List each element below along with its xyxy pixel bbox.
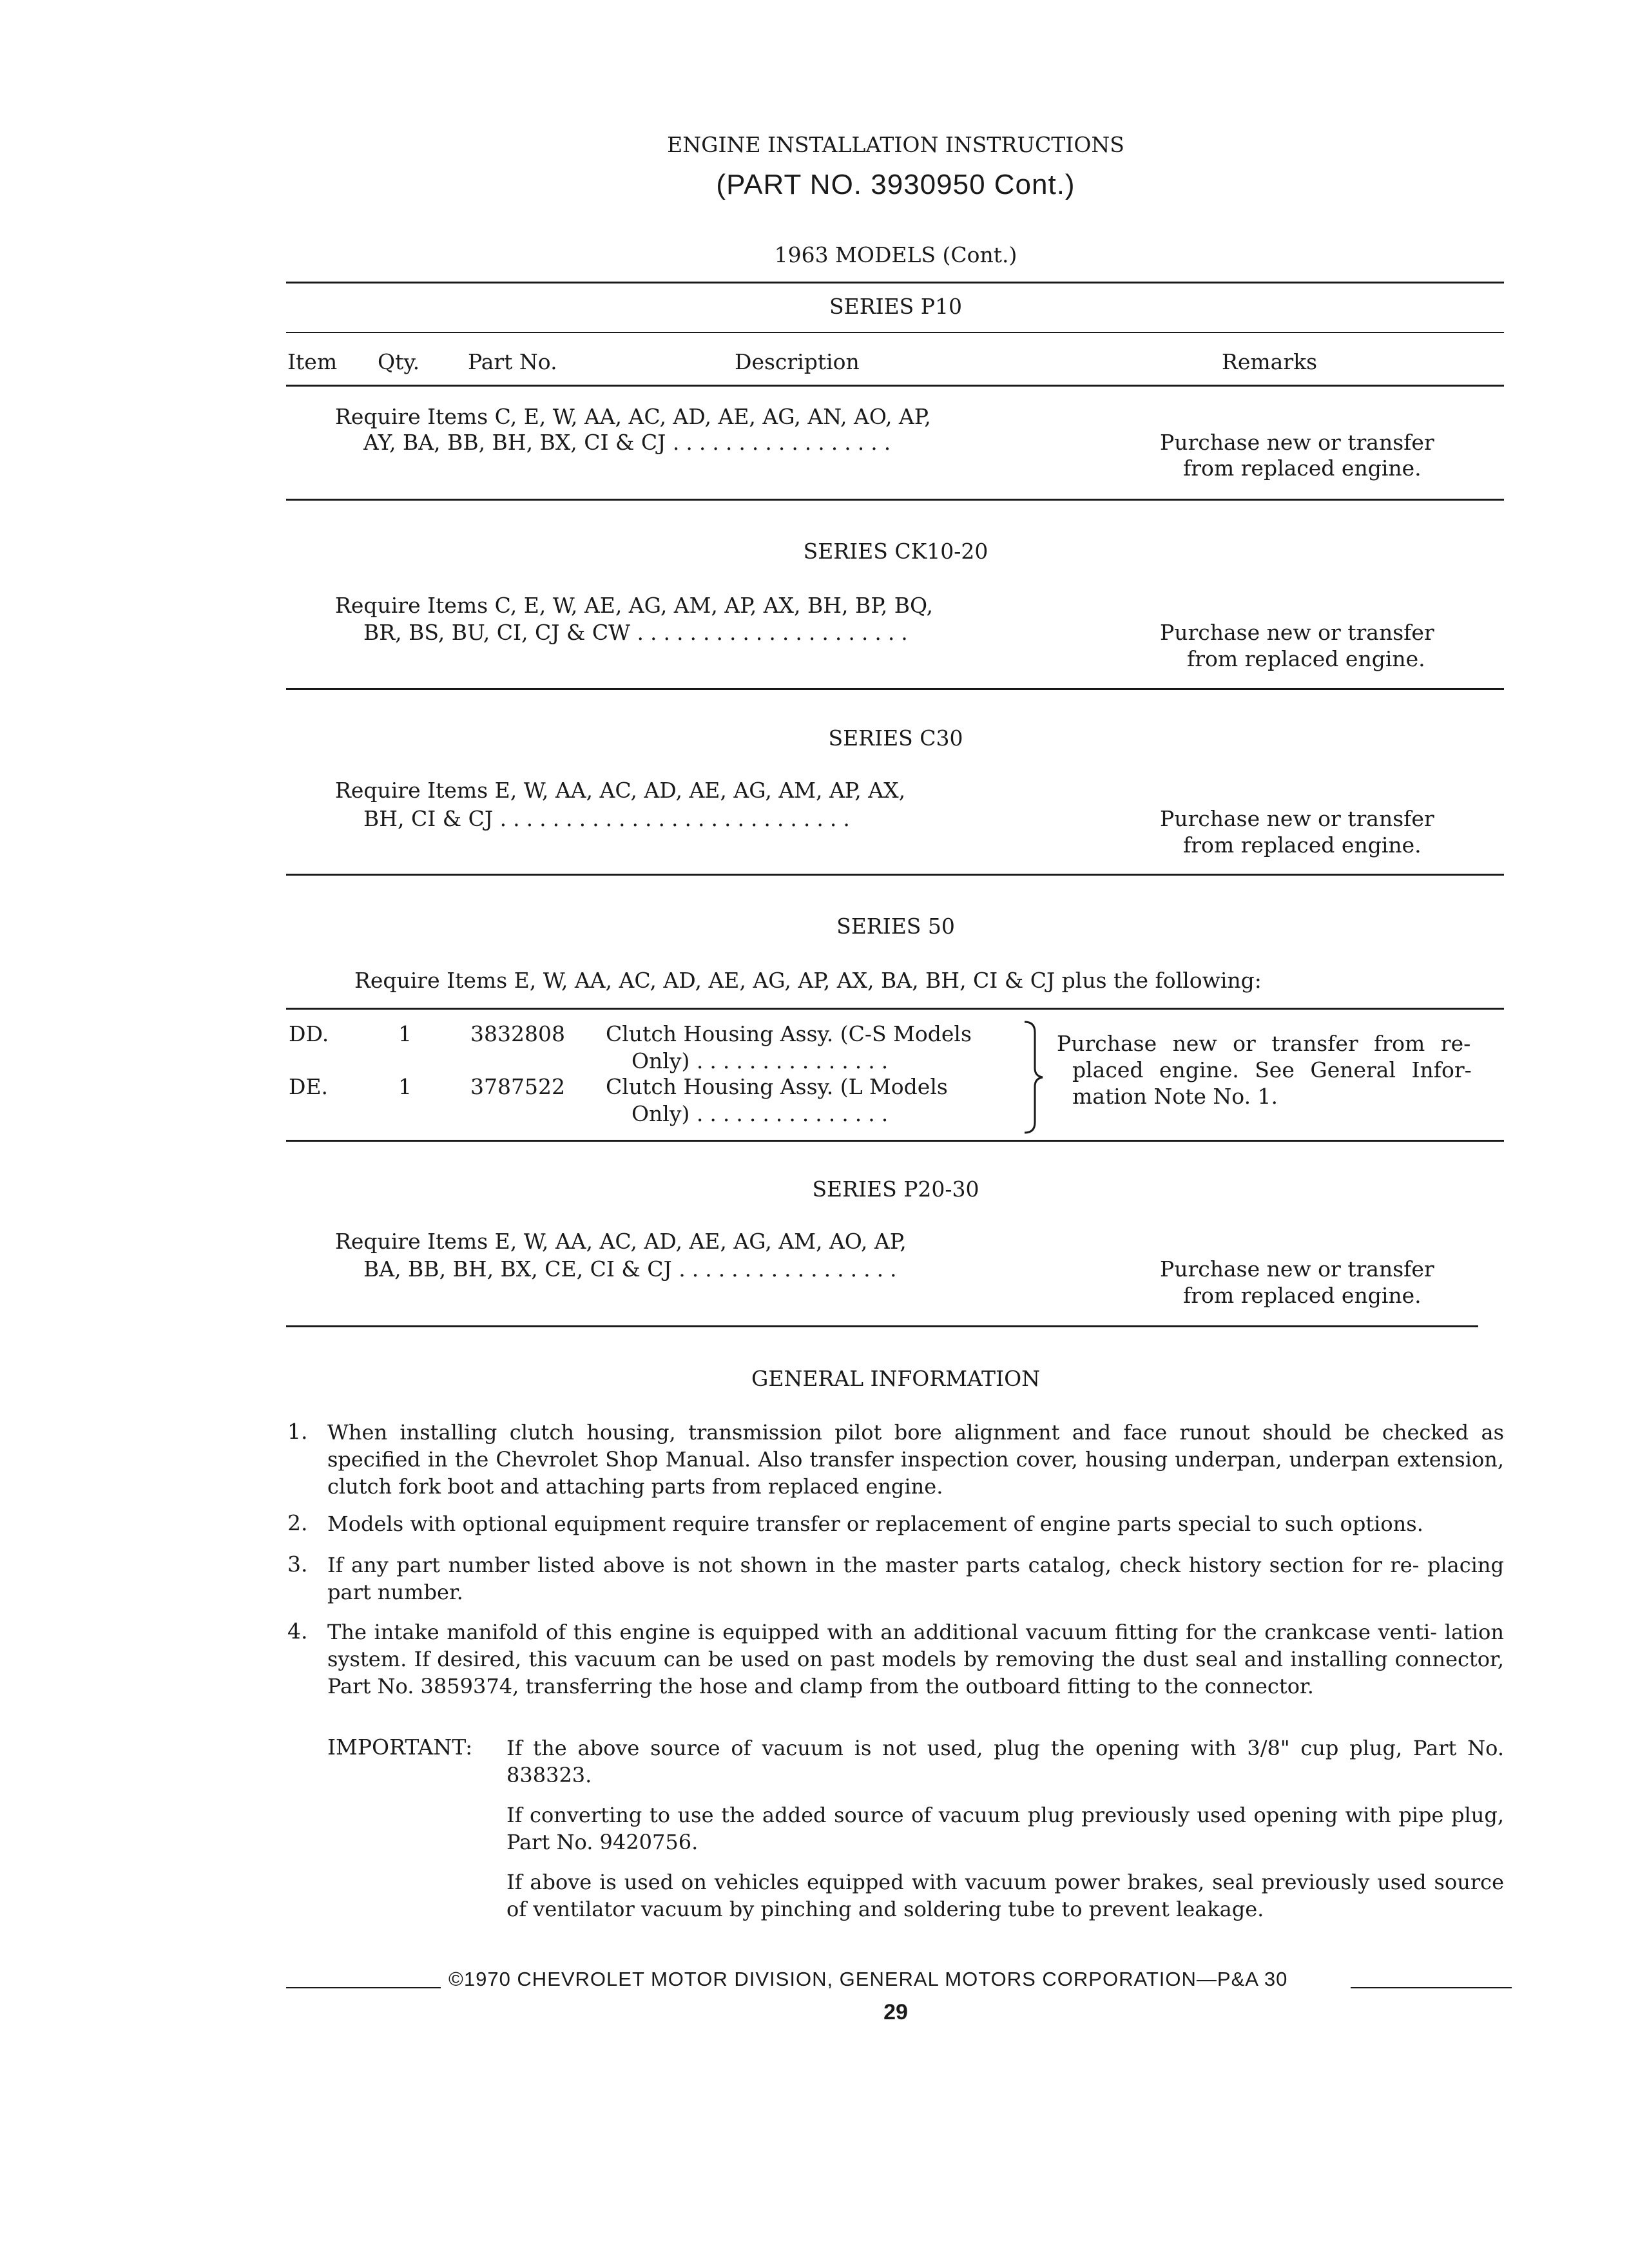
series-p10-title: SERIES P10: [829, 294, 962, 319]
important-label: IMPORTANT:: [327, 1735, 473, 1760]
important-text-1: If the above source of vacuum is not used, plug the opening with 3/8" cup plug, Part No. 838323.: [506, 1736, 1504, 1787]
ck1020-require-line2: BR, BS, BU, CI, CJ & CW .....................: [363, 620, 914, 645]
note-1-number: 1.: [287, 1419, 308, 1444]
s50-remark-line3: mation Note No. 1.: [1072, 1084, 1278, 1109]
rule: [286, 1008, 1504, 1010]
s50-row-dd-qty: 1: [398, 1021, 412, 1046]
s50-row-dd-item: DD.: [289, 1021, 329, 1046]
s50-row-de-item: DE.: [289, 1074, 329, 1099]
footer-copyright: ©1970 CHEVROLET MOTOR DIVISION, GENERAL MOTORS CORPORATION—P&A 30: [448, 1968, 1288, 1990]
rule: [286, 874, 1504, 876]
series-ck1020-title: SERIES CK10-20: [803, 539, 988, 564]
note-2-text: Models with optional equipment require transfer or replacement of engine parts special to such options.: [327, 1512, 1423, 1536]
rule: [286, 688, 1504, 690]
p10-require-line1: Require Items C, E, W, AA, AC, AD, AE, AG, AN, AO, AP,: [335, 404, 931, 429]
col-header-description: Description: [735, 349, 860, 374]
general-info-title: GENERAL INFORMATION: [751, 1366, 1040, 1391]
important-text-2: If converting to use the added source of vacuum plug previously used opening with pipe plug, Part No. 9420756.: [506, 1803, 1504, 1854]
footer-rule-right: [1351, 1987, 1512, 1988]
note-4-text: The intake manifold of this engine is equipped with an additional vacuum fitting for the crankcase venti- lation system. If desired, this vacuum can be used on past models by removing the dust seal and installing connector, Part No. 3859374, transferring the hose and clamp from the outboard fitting to the connector.: [327, 1620, 1504, 1698]
note-3-text: If any part number listed above is not shown in the master parts catalog, check history section for re- placing part number.: [327, 1553, 1504, 1604]
important-text-3: If above is used on vehicles equipped with vacuum power brakes, seal previously used source of ventilator vacuum by pinching and soldering tube to prevent leakage.: [506, 1870, 1504, 1921]
rule: [286, 1325, 1478, 1327]
note-2-number: 2.: [287, 1510, 308, 1535]
s50-remark-line2: placed engine. See General Infor-: [1072, 1057, 1472, 1082]
p2030-require-line2: BA, BB, BH, BX, CE, CI & CJ .................: [363, 1256, 903, 1282]
p2030-remark-line1: Purchase new or transfer: [1160, 1256, 1434, 1282]
series-50-title: SERIES 50: [836, 914, 955, 939]
part-number-heading: (PART NO. 3930950 Cont.): [716, 169, 1075, 200]
footer-rule-left: [286, 1987, 441, 1988]
ck1020-require-line1: Require Items C, E, W, AE, AG, AM, AP, AX, BH, BP, BQ,: [335, 593, 933, 618]
series-p2030-title: SERIES P20-30: [812, 1177, 979, 1202]
p10-remark-line1: Purchase new or transfer: [1160, 430, 1434, 455]
page-number: 29: [883, 2000, 908, 2024]
c30-remark-line1: Purchase new or transfer: [1160, 806, 1434, 831]
col-header-item: Item: [287, 349, 338, 374]
models-heading: 1963 MODELS (Cont.): [774, 242, 1017, 267]
document-title: ENGINE INSTALLATION INSTRUCTIONS: [667, 132, 1124, 157]
p10-remark-line2: from replaced engine.: [1183, 456, 1422, 481]
s50-row-de-desc1: Clutch Housing Assy. (L Models: [606, 1074, 948, 1099]
series-c30-title: SERIES C30: [828, 726, 963, 751]
ck1020-remark-line1: Purchase new or transfer: [1160, 620, 1434, 645]
ck1020-remark-line2: from replaced engine.: [1187, 646, 1425, 671]
s50-row-de-qty: 1: [398, 1074, 412, 1099]
p10-require-line2: AY, BA, BB, BH, BX, CI & CJ .................: [363, 430, 898, 455]
c30-remark-line2: from replaced engine.: [1183, 832, 1422, 858]
col-header-qty: Qty.: [378, 349, 420, 374]
s50-row-dd-desc2: Only) ...............: [631, 1048, 895, 1073]
note-4-number: 4.: [287, 1619, 308, 1644]
rule: [286, 282, 1504, 284]
c30-require-line2: BH, CI & CJ ...........................: [363, 806, 856, 831]
s50-row-de-part: 3787522: [470, 1074, 565, 1099]
s50-remark-line1: Purchase new or transfer from re-: [1057, 1031, 1471, 1056]
s50-row-dd-desc1: Clutch Housing Assy. (C-S Models: [606, 1021, 972, 1046]
rule: [286, 385, 1504, 387]
note-3-number: 3.: [287, 1552, 308, 1577]
rule: [286, 499, 1504, 501]
curly-brace-icon: [1022, 1019, 1048, 1135]
p2030-remark-line2: from replaced engine.: [1183, 1283, 1422, 1308]
rule: [286, 1140, 1504, 1142]
rule: [286, 332, 1504, 333]
s50-row-de-desc2: Only) ...............: [631, 1101, 895, 1126]
p2030-require-line1: Require Items E, W, AA, AC, AD, AE, AG, AM, AO, AP,: [335, 1229, 907, 1254]
s50-require-line: Require Items E, W, AA, AC, AD, AE, AG, AP, AX, BA, BH, CI & CJ plus the following:: [354, 968, 1262, 993]
c30-require-line1: Require Items E, W, AA, AC, AD, AE, AG, AM, AP, AX,: [335, 778, 906, 803]
col-header-remarks: Remarks: [1222, 349, 1318, 374]
s50-row-dd-part: 3832808: [470, 1021, 565, 1046]
col-header-part-no: Part No.: [468, 349, 557, 374]
note-1-text: When installing clutch housing, transmission pilot bore alignment and face runout should be checked as specified in the Chevrolet Shop Manual. Also transfer inspection cover, housing underpan, underpan extension, clutch fork boot and attaching parts from replaced engine.: [327, 1420, 1504, 1499]
